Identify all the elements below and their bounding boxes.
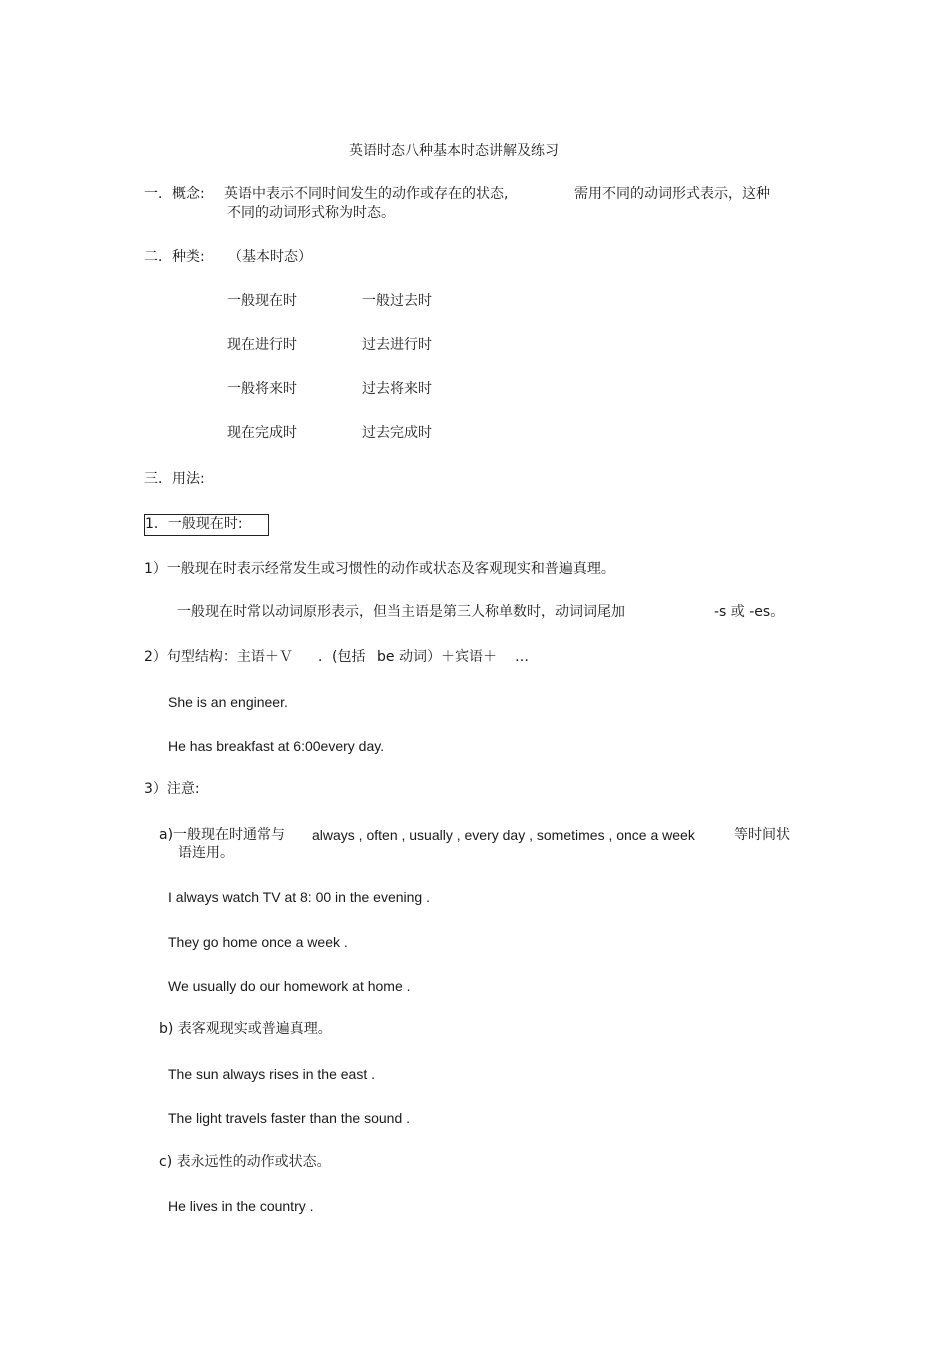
example-sentence: The sun always rises in the east . <box>168 1066 375 1082</box>
section-1-title: 1．一般现在时: <box>145 516 243 532</box>
concept-line-2: 不同的动词形式称为时态。 <box>227 205 395 221</box>
usage-point-1-note-b: -s 或 -es。 <box>714 604 785 620</box>
usage-point-1: 1）一般现在时表示经常发生或习惯性的动作或状态及客观现实和普遍真理。 <box>144 561 615 577</box>
tense-cell: 一般现在时 <box>227 293 297 309</box>
note-a-line-2: 语连用。 <box>178 845 234 861</box>
concept-number: 一．概念: <box>144 186 205 202</box>
note-b-label: b) 表客观现实或普遍真理。 <box>159 1021 332 1037</box>
tense-cell: 一般过去时 <box>362 293 432 309</box>
usage-point-2-c: be 动词）＋宾语＋ <box>377 649 497 665</box>
usage-heading: 三．用法: <box>144 471 205 487</box>
page-title: 英语时态八种基本时态讲解及练习 <box>349 143 559 159</box>
usage-point-3: 3）注意: <box>144 781 200 797</box>
note-c-label: c) 表永远性的动作或状态。 <box>159 1154 331 1170</box>
concept-line-1b: 需用不同的动词形式表示，这种 <box>574 186 770 202</box>
concept-line-1a: 英语中表示不同时间发生的动作或存在的状态, <box>224 186 509 202</box>
example-sentence: The light travels faster than the sound . <box>168 1110 411 1126</box>
example-sentence: They go home once a week . <box>168 934 348 950</box>
example-sentence: We usually do our homework at home . <box>168 978 411 994</box>
tense-cell: 现在完成时 <box>227 425 297 441</box>
example-sentence: He has breakfast at 6:00every day. <box>168 738 385 754</box>
types-heading: 二．种类: <box>144 249 205 265</box>
example-sentence: He lives in the country . <box>168 1198 314 1214</box>
usage-point-2-d: … <box>515 649 529 665</box>
usage-point-1-note-a: 一般现在时常以动词原形表示，但当主语是第三人称单数时，动词词尾加 <box>177 604 625 620</box>
note-a-label: a)一般现在时通常与 <box>159 827 286 843</box>
tense-cell: 过去进行时 <box>362 337 432 353</box>
usage-point-2-b: ．(包括 <box>318 649 366 665</box>
note-a-tail: 等时间状 <box>734 827 790 843</box>
example-sentence: I always watch TV at 8: 00 in the evening . <box>168 889 431 905</box>
note-a-words: always , often , usually , every day , sometimes , once a week <box>312 827 695 843</box>
tense-cell: 一般将来时 <box>227 381 297 397</box>
tense-cell: 过去将来时 <box>362 381 432 397</box>
example-sentence: She is an engineer. <box>168 694 288 710</box>
usage-point-2-a: 2）句型结构：主语＋Ｖ <box>144 649 293 665</box>
types-note: （基本时态） <box>228 249 312 265</box>
tense-cell: 现在进行时 <box>227 337 297 353</box>
tense-cell: 过去完成时 <box>362 425 432 441</box>
